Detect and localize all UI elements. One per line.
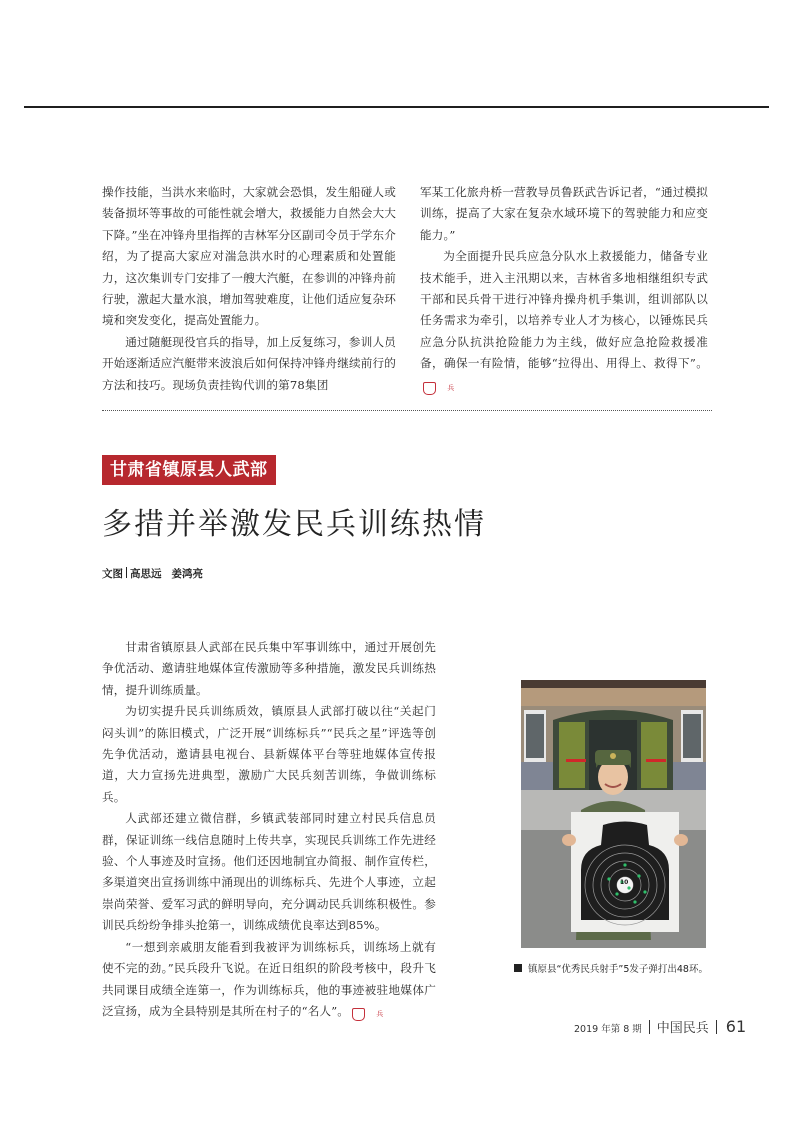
end-mark-icon: 兵: [352, 1008, 365, 1021]
paragraph: [102, 937, 436, 1023]
paragraph: 甘肃省镇原县人武部在民兵集中军事训练中，通过开展创先争优活动、邀请驻地媒体宣传激励等多种措施，激发民兵训练热情，提升训练质量。: [102, 640, 436, 697]
issue-label: 2019 年第 8 期: [574, 1024, 642, 1035]
paragraph-text: “一想到亲戚朋友能看到我被评为训练标兵，训练场上就有使不完的劲。”民兵段升飞说。在近日组织的阶段考核中，段升飞共同课目成绩全连第一，作为训练标兵，他的事迹被驻地媒体广泛宣扬，成为全县特别是其所在村子的“名人”。: [102, 939, 436, 1018]
byline: [102, 566, 203, 581]
paragraph: [420, 246, 708, 396]
section-divider: [102, 410, 712, 411]
footer-separator: [649, 1020, 650, 1034]
page-number: 61: [725, 1017, 747, 1036]
paragraph: 操作技能，当洪水来临时，大家就会恐惧，发生船碰人或装备损坏等事故的可能性就会增大，救援能力自然会大大下降。”坐在冲锋舟里指挥的吉林军分区副司令员于学东介绍，为了提高大家应对湍急洪水时的心理素质和处置能力，这次集训专门安排了一艘大汽艇，在参训的冲锋舟前行驶，激起大量水浪，增加驾驶难度，让他们适应复杂环境和突发变化，提高处置能力。: [102, 185, 396, 328]
paragraph: 人武部还建立微信群，乡镇武装部同时建立村民兵信息员群，保证训练一线信息随时上传共享，实现民兵训练工作先进经验、个人事迹及时宣扬。他们还因地制宜办简报、制作宣传栏，多渠道突出宣扬训练中涌现出的训练标兵、先进个人事迹，立起崇尚荣誉、爱军习武的鲜明导向，充分调动民兵训练积极性。参训民兵纷纷争排头抢第一，训练成绩优良率达到85%。: [102, 811, 436, 933]
author: 高思远: [130, 568, 162, 580]
caption-square-icon: [514, 964, 522, 972]
footer-separator: [716, 1020, 717, 1034]
article-body: [102, 637, 436, 1022]
header-rule: [24, 106, 769, 108]
byline-separator: [126, 567, 127, 578]
previous-article-column-2: [420, 182, 708, 396]
caption-text: 镇原县“优秀民兵射手”5发子弹打出48环。: [528, 964, 708, 975]
photo-caption: [514, 961, 708, 975]
author: 姜鸿亮: [171, 568, 203, 580]
paragraph: 为切实提升民兵训练质效，镇原县人武部打破以往“关起门闷头训”的陈旧模式，广泛开展“训练标兵”“民兵之星”评选等创先争优活动，邀请县电视台、县新媒体平台等驻地媒体宣传报道，大力宣扬先进典型，激励广大民兵刻苦训练，争做训练标兵。: [102, 704, 436, 804]
article-title: 多措并举激发民兵训练热情: [102, 507, 486, 542]
target-center-label: 10: [620, 879, 629, 886]
byline-label: 文图: [102, 568, 123, 580]
paragraph: 通过随艇现役官兵的指导，加上反复练习，参训人员开始逐渐适应汽艇带来波浪后如何保持冲锋舟继续前行的方法和技巧。现场负责挂钩代训的第78集团: [102, 334, 396, 392]
photo-illustration: [521, 680, 706, 948]
paragraph-text: 为全面提升民兵应急分队水上救援能力，储备专业技术能手，进入主汛期以来，吉林省多地相继组织专武干部和民兵骨干进行冲锋舟操舟机手集训，组训部队以任务需求为牵引，以培养专业人才为核心，以锤炼民兵应急分队抗洪抢险能力为主线，做好应急抢险救援准备，确保一有险情，能够“拉得出、用得上、救得下”。: [420, 249, 708, 371]
end-mark-icon: 兵: [423, 382, 436, 395]
previous-article-column-1: [102, 182, 396, 396]
section-tag: 甘肃省镇原县人武部: [102, 455, 276, 485]
article-photo: [521, 680, 706, 948]
page-footer: [574, 1017, 746, 1036]
magazine-name: 中国民兵: [656, 1021, 709, 1036]
paragraph: 军某工化旅舟桥一营教导员鲁跃武告诉记者，“通过模拟训练，提高了大家在复杂水域环境下的驾驶能力和应变能力。”: [420, 185, 708, 242]
